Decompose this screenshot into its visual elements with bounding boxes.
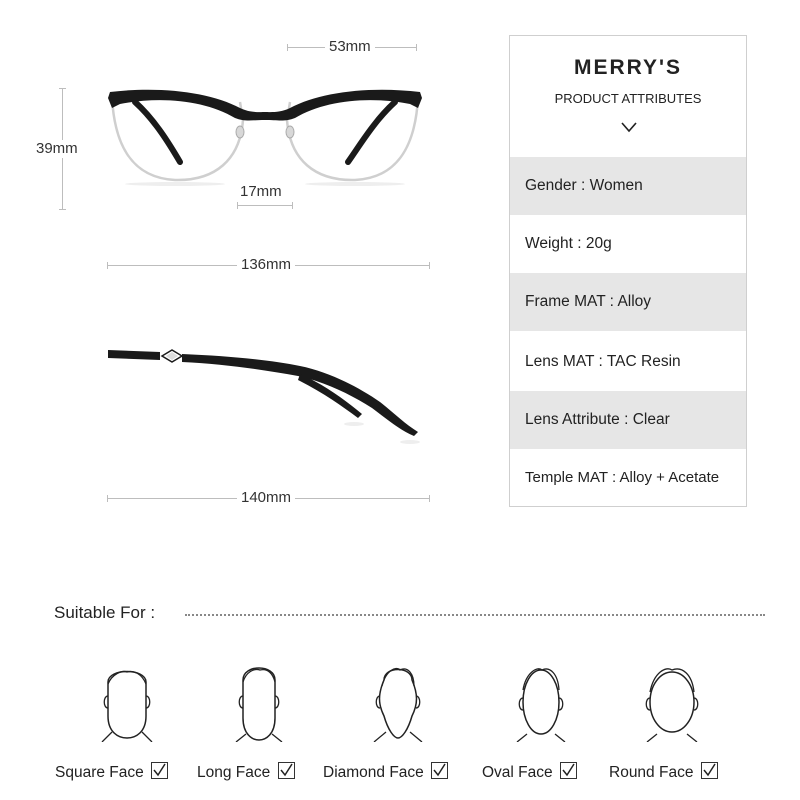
brand-logo: MERRY'S bbox=[573, 56, 683, 79]
lens-height-label: 39mm bbox=[32, 140, 82, 158]
oval-face-icon bbox=[512, 660, 570, 742]
checkbox-checked-icon bbox=[151, 762, 168, 779]
round-face-icon bbox=[642, 660, 702, 742]
long-face-icon bbox=[230, 660, 288, 742]
face-name: Long Face bbox=[197, 764, 271, 781]
temple-length-label: 140mm bbox=[237, 489, 295, 507]
face-label-diamond bbox=[323, 762, 448, 782]
face-name: Oval Face bbox=[482, 764, 553, 781]
chevron-down-icon bbox=[620, 120, 638, 134]
diamond-face-icon bbox=[368, 660, 428, 742]
square-face-icon bbox=[98, 660, 156, 742]
glasses-front-view bbox=[100, 80, 430, 195]
checkbox-checked-icon bbox=[431, 762, 448, 779]
attribute-weight: Weight : 20g bbox=[525, 235, 612, 252]
product-attributes-card bbox=[509, 35, 747, 507]
section-divider bbox=[185, 614, 765, 616]
face-label-oval bbox=[482, 762, 577, 782]
attribute-frame-material: Frame MAT : Alloy bbox=[510, 273, 746, 331]
suitable-for-title: Suitable For : bbox=[54, 603, 156, 622]
face-label-long bbox=[197, 762, 295, 782]
frame-width-label: 136mm bbox=[237, 256, 295, 274]
attribute-temple-material: Temple MAT : Alloy + Acetate bbox=[525, 469, 720, 486]
attribute-lens-type: Lens Attribute : Clear bbox=[510, 391, 746, 449]
attribute-lens-material: Lens MAT : TAC Resin bbox=[525, 353, 681, 370]
face-label-square bbox=[55, 762, 168, 782]
face-name: Diamond Face bbox=[323, 764, 424, 781]
face-name: Round Face bbox=[609, 764, 694, 781]
checkbox-checked-icon bbox=[701, 762, 718, 779]
lens-width-label: 53mm bbox=[325, 38, 375, 56]
face-name: Square Face bbox=[55, 764, 144, 781]
checkbox-checked-icon bbox=[278, 762, 295, 779]
glasses-side-view bbox=[100, 340, 430, 450]
attribute-gender: Gender : Women bbox=[510, 157, 746, 215]
face-label-round bbox=[609, 762, 718, 782]
bridge-width-label: 17mm bbox=[236, 183, 286, 201]
checkbox-checked-icon bbox=[560, 762, 577, 779]
attributes-heading: PRODUCT ATTRIBUTES bbox=[554, 91, 702, 106]
